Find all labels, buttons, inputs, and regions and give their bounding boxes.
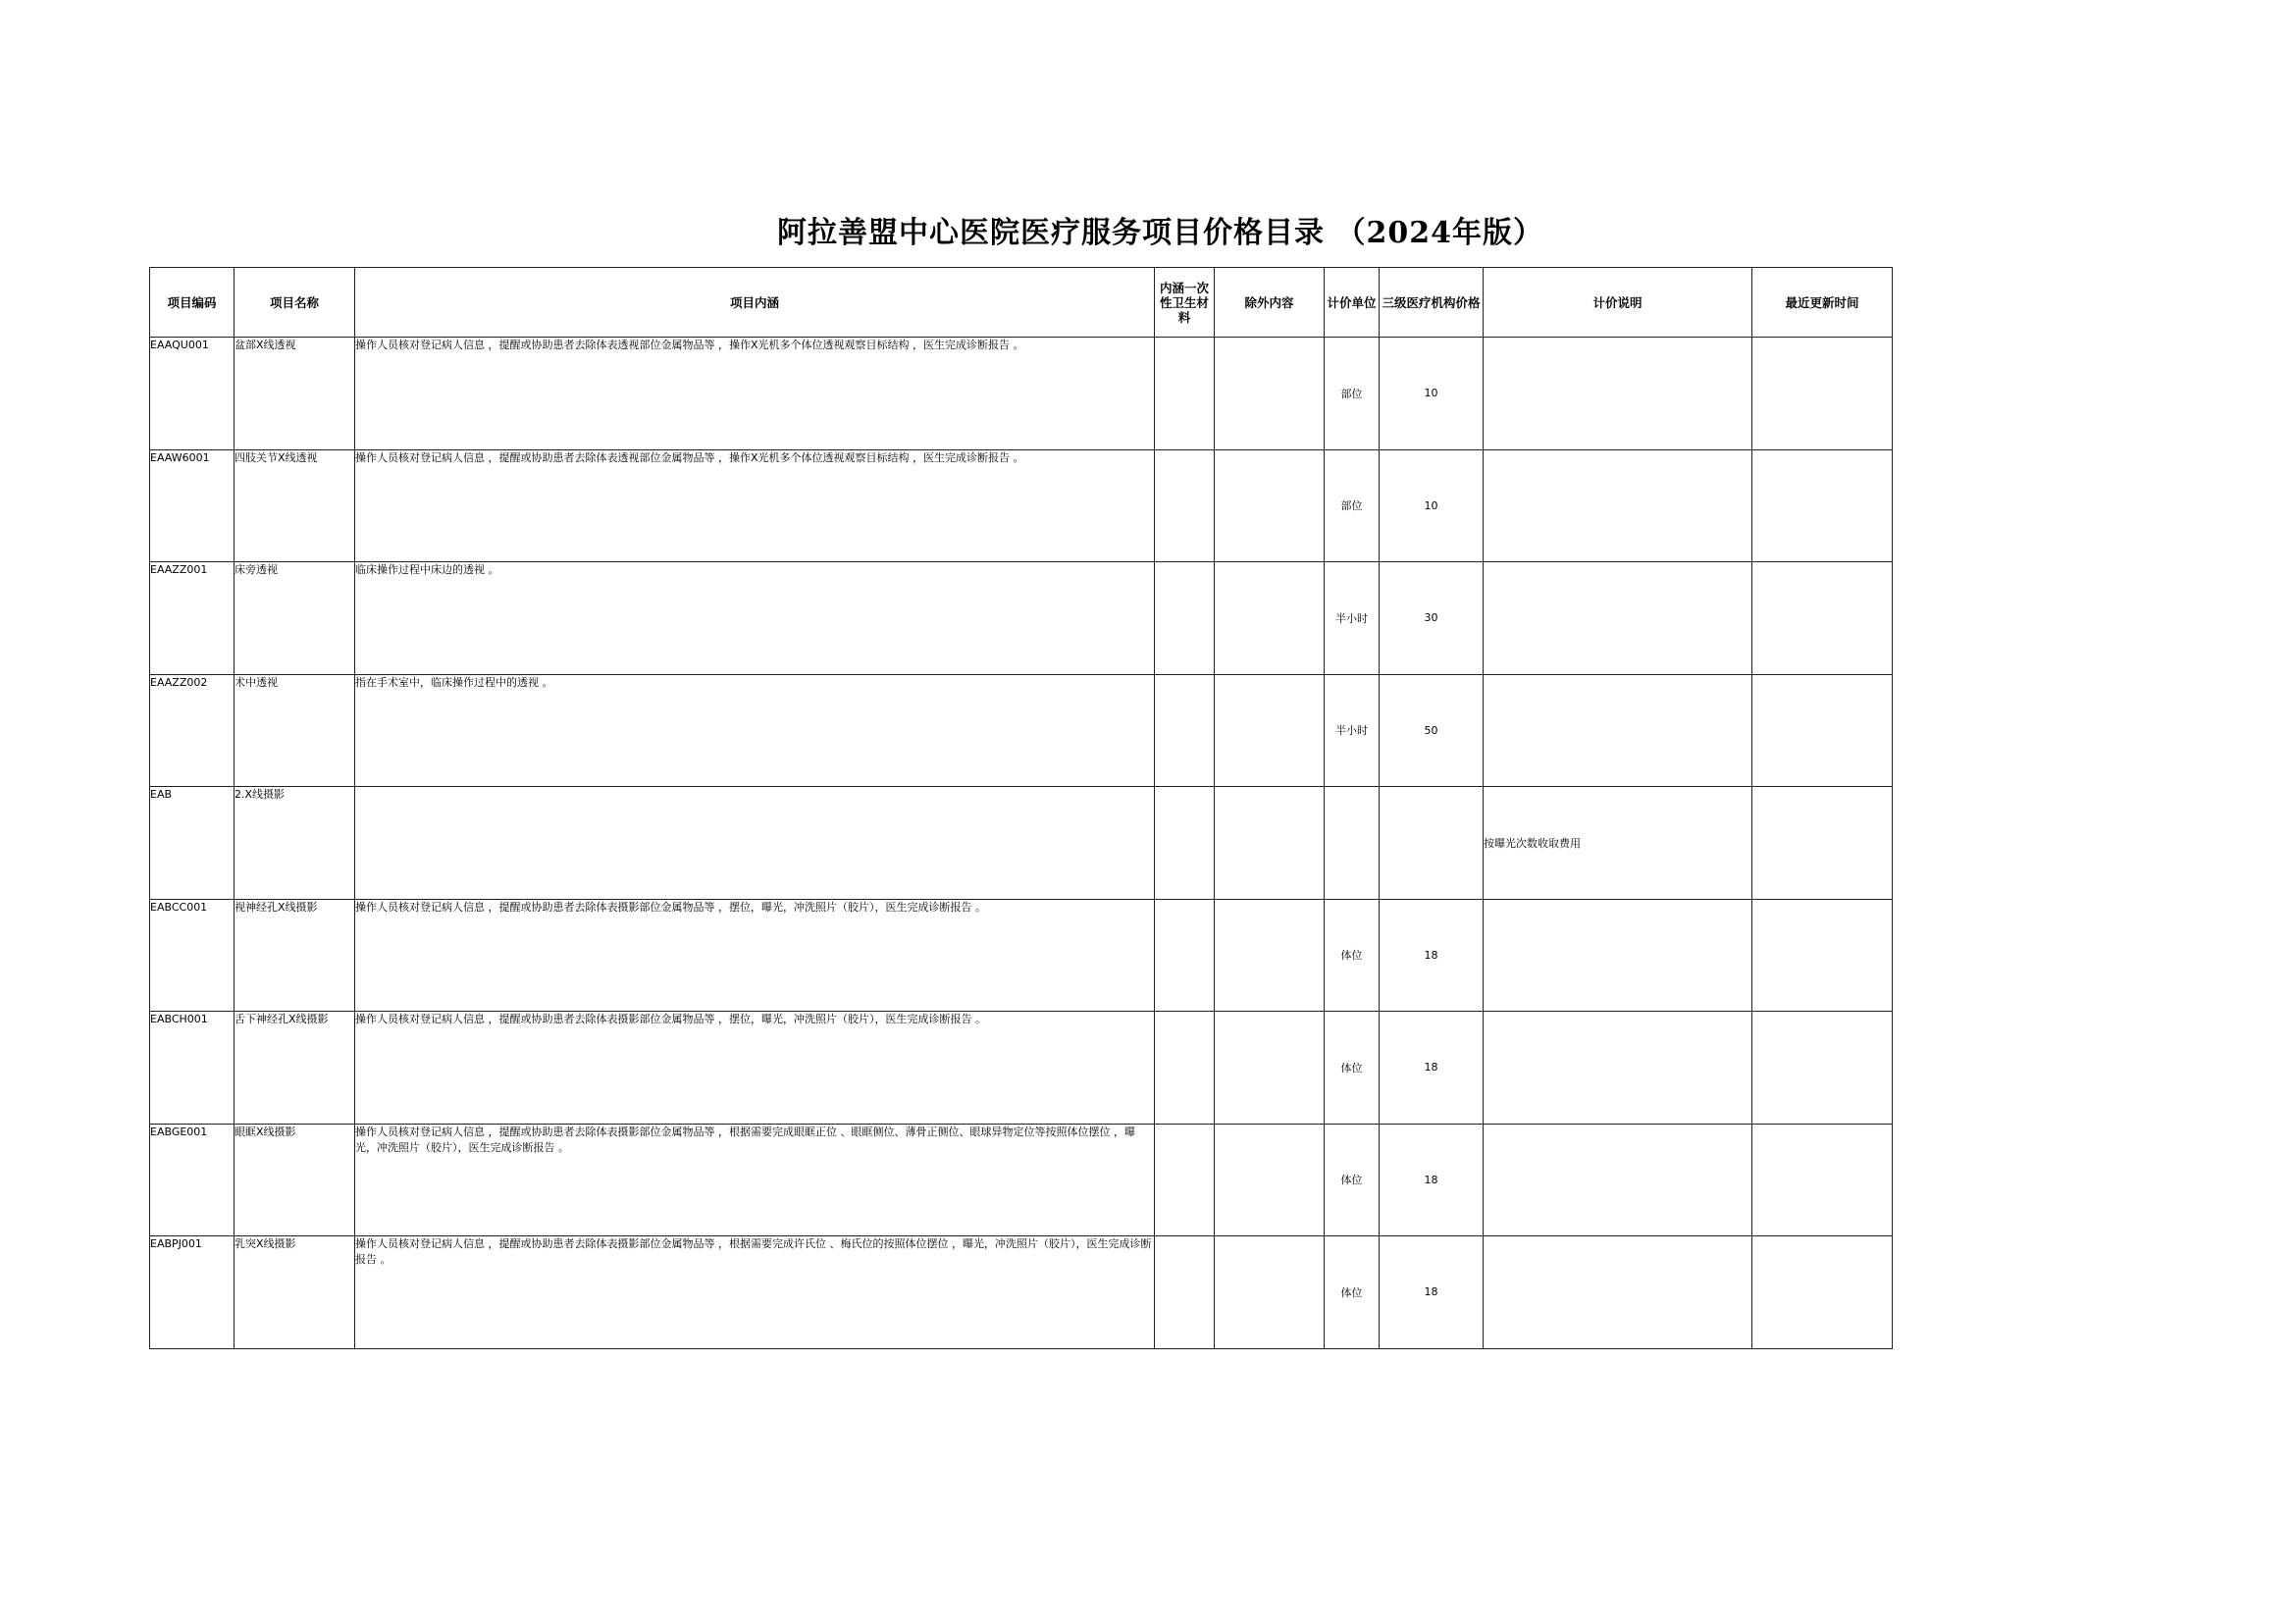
cell-content: 操作人员核对登记病人信息 ，提醒或协助患者去除体表摄影部位金属物品等 ，根据需要完成许氏位 、梅氏位的按照体位摆位 ，曝光，冲洗照片（胶片），医生完成诊断报告 。: [355, 1236, 1155, 1349]
cell-unit: 半小时: [1325, 562, 1380, 675]
cell-updated: [1752, 449, 1893, 562]
cell-content: 操作人员核对登记病人信息 ，提醒或协助患者去除体表透视部位金属物品等 ，操作X光机多个体位透视观察目标结构 ，医生完成诊断报告 。: [355, 449, 1155, 562]
cell-note: [1484, 562, 1752, 675]
cell-disposable: [1155, 674, 1215, 787]
cell-price: 18: [1380, 1012, 1484, 1125]
cell-note: [1484, 1236, 1752, 1349]
cell-unit: 半小时: [1325, 674, 1380, 787]
cell-updated: [1752, 338, 1893, 450]
cell-disposable: [1155, 449, 1215, 562]
cell-exclusion: [1215, 1124, 1325, 1236]
cell-code: EAB: [150, 787, 235, 900]
cell-content: 临床操作过程中床边的透视 。: [355, 562, 1155, 675]
cell-code: EAAQU001: [150, 338, 235, 450]
cell-price: 10: [1380, 338, 1484, 450]
cell-updated: [1752, 1236, 1893, 1349]
cell-unit: 体位: [1325, 1012, 1380, 1125]
cell-code: EAAZZ002: [150, 674, 235, 787]
cell-price: 50: [1380, 674, 1484, 787]
cell-updated: [1752, 562, 1893, 675]
cell-note: 按曝光次数收取费用: [1484, 787, 1752, 900]
header-disposable: 内涵一次性卫生材料: [1155, 268, 1215, 338]
cell-updated: [1752, 899, 1893, 1012]
table-row: [150, 899, 1893, 1012]
header-updated: 最近更新时间: [1752, 268, 1893, 338]
cell-name: 视神经孔X线摄影: [235, 899, 355, 1012]
cell-exclusion: [1215, 1236, 1325, 1349]
cell-updated: [1752, 1124, 1893, 1236]
cell-exclusion: [1215, 562, 1325, 675]
header-name: 项目名称: [235, 268, 355, 338]
header-note: 计价说明: [1484, 268, 1752, 338]
cell-note: [1484, 674, 1752, 787]
cell-code: EAAW6001: [150, 449, 235, 562]
cell-disposable: [1155, 787, 1215, 900]
cell-disposable: [1155, 1124, 1215, 1236]
cell-disposable: [1155, 899, 1215, 1012]
cell-note: [1484, 1012, 1752, 1125]
cell-unit: 部位: [1325, 449, 1380, 562]
document-title: 阿拉善盟中心医院医疗服务项目价格目录 （2024年版）: [777, 216, 1543, 250]
cell-price: 18: [1380, 1124, 1484, 1236]
cell-price: [1380, 787, 1484, 900]
table-row: [150, 562, 1893, 675]
cell-name: 乳突X线摄影: [235, 1236, 355, 1349]
header-exclusion: 除外内容: [1215, 268, 1325, 338]
table-row: [150, 1124, 1893, 1236]
cell-unit: 部位: [1325, 338, 1380, 450]
cell-code: EABCH001: [150, 1012, 235, 1125]
cell-unit: 体位: [1325, 899, 1380, 1012]
cell-updated: [1752, 787, 1893, 900]
header-code: 项目编码: [150, 268, 235, 338]
cell-price: 30: [1380, 562, 1484, 675]
cell-disposable: [1155, 338, 1215, 450]
cell-unit: 体位: [1325, 1236, 1380, 1349]
cell-unit: [1325, 787, 1380, 900]
cell-exclusion: [1215, 1012, 1325, 1125]
cell-name: 舌下神经孔X线摄影: [235, 1012, 355, 1125]
cell-unit: 体位: [1325, 1124, 1380, 1236]
cell-content: 操作人员核对登记病人信息 ，提醒或协助患者去除体表摄影部位金属物品等 ，摆位，曝光，冲洗照片（胶片），医生完成诊断报告 。: [355, 899, 1155, 1012]
header-price: 三级医疗机构价格: [1380, 268, 1484, 338]
cell-content: 操作人员核对登记病人信息 ，提醒或协助患者去除体表摄影部位金属物品等 ，根据需要完成眼眶正位 、眼眶侧位、薄骨正侧位、眼球异物定位等按照体位摆位 ，曝光，冲洗照片（胶片），医生完成诊断报告 。: [355, 1124, 1155, 1236]
cell-note: [1484, 899, 1752, 1012]
cell-content: 指在手术室中，临床操作过程中的透视 。: [355, 674, 1155, 787]
cell-exclusion: [1215, 338, 1325, 450]
table-row: [150, 338, 1893, 450]
cell-content: 操作人员核对登记病人信息 ，提醒或协助患者去除体表透视部位金属物品等 ，操作X光机多个体位透视观察目标结构 ，医生完成诊断报告 。: [355, 338, 1155, 450]
cell-price: 18: [1380, 899, 1484, 1012]
table-row: [150, 1236, 1893, 1349]
table-row: [150, 787, 1893, 900]
cell-name: 床旁透视: [235, 562, 355, 675]
cell-disposable: [1155, 562, 1215, 675]
table-row: [150, 1012, 1893, 1125]
cell-code: EABPJ001: [150, 1236, 235, 1349]
cell-updated: [1752, 674, 1893, 787]
cell-name: 术中透视: [235, 674, 355, 787]
cell-price: 18: [1380, 1236, 1484, 1349]
header-unit: 计价单位: [1325, 268, 1380, 338]
cell-code: EABCC001: [150, 899, 235, 1012]
price-table: [149, 267, 1893, 1349]
cell-note: [1484, 449, 1752, 562]
table-row: [150, 674, 1893, 787]
cell-price: 10: [1380, 449, 1484, 562]
cell-content: [355, 787, 1155, 900]
cell-code: EABGE001: [150, 1124, 235, 1236]
cell-name: 2.X线摄影: [235, 787, 355, 900]
cell-exclusion: [1215, 899, 1325, 1012]
cell-exclusion: [1215, 449, 1325, 562]
cell-code: EAAZZ001: [150, 562, 235, 675]
cell-name: 盆部X线透视: [235, 338, 355, 450]
cell-updated: [1752, 1012, 1893, 1125]
cell-note: [1484, 1124, 1752, 1236]
cell-exclusion: [1215, 787, 1325, 900]
header-row: [150, 268, 1893, 338]
cell-disposable: [1155, 1236, 1215, 1349]
header-content: 项目内涵: [355, 268, 1155, 338]
cell-disposable: [1155, 1012, 1215, 1125]
cell-content: 操作人员核对登记病人信息 ，提醒或协助患者去除体表摄影部位金属物品等 ，摆位，曝光，冲洗照片（胶片），医生完成诊断报告 。: [355, 1012, 1155, 1125]
cell-exclusion: [1215, 674, 1325, 787]
cell-note: [1484, 338, 1752, 450]
cell-name: 眼眶X线摄影: [235, 1124, 355, 1236]
cell-name: 四肢关节X线透视: [235, 449, 355, 562]
table-row: [150, 449, 1893, 562]
